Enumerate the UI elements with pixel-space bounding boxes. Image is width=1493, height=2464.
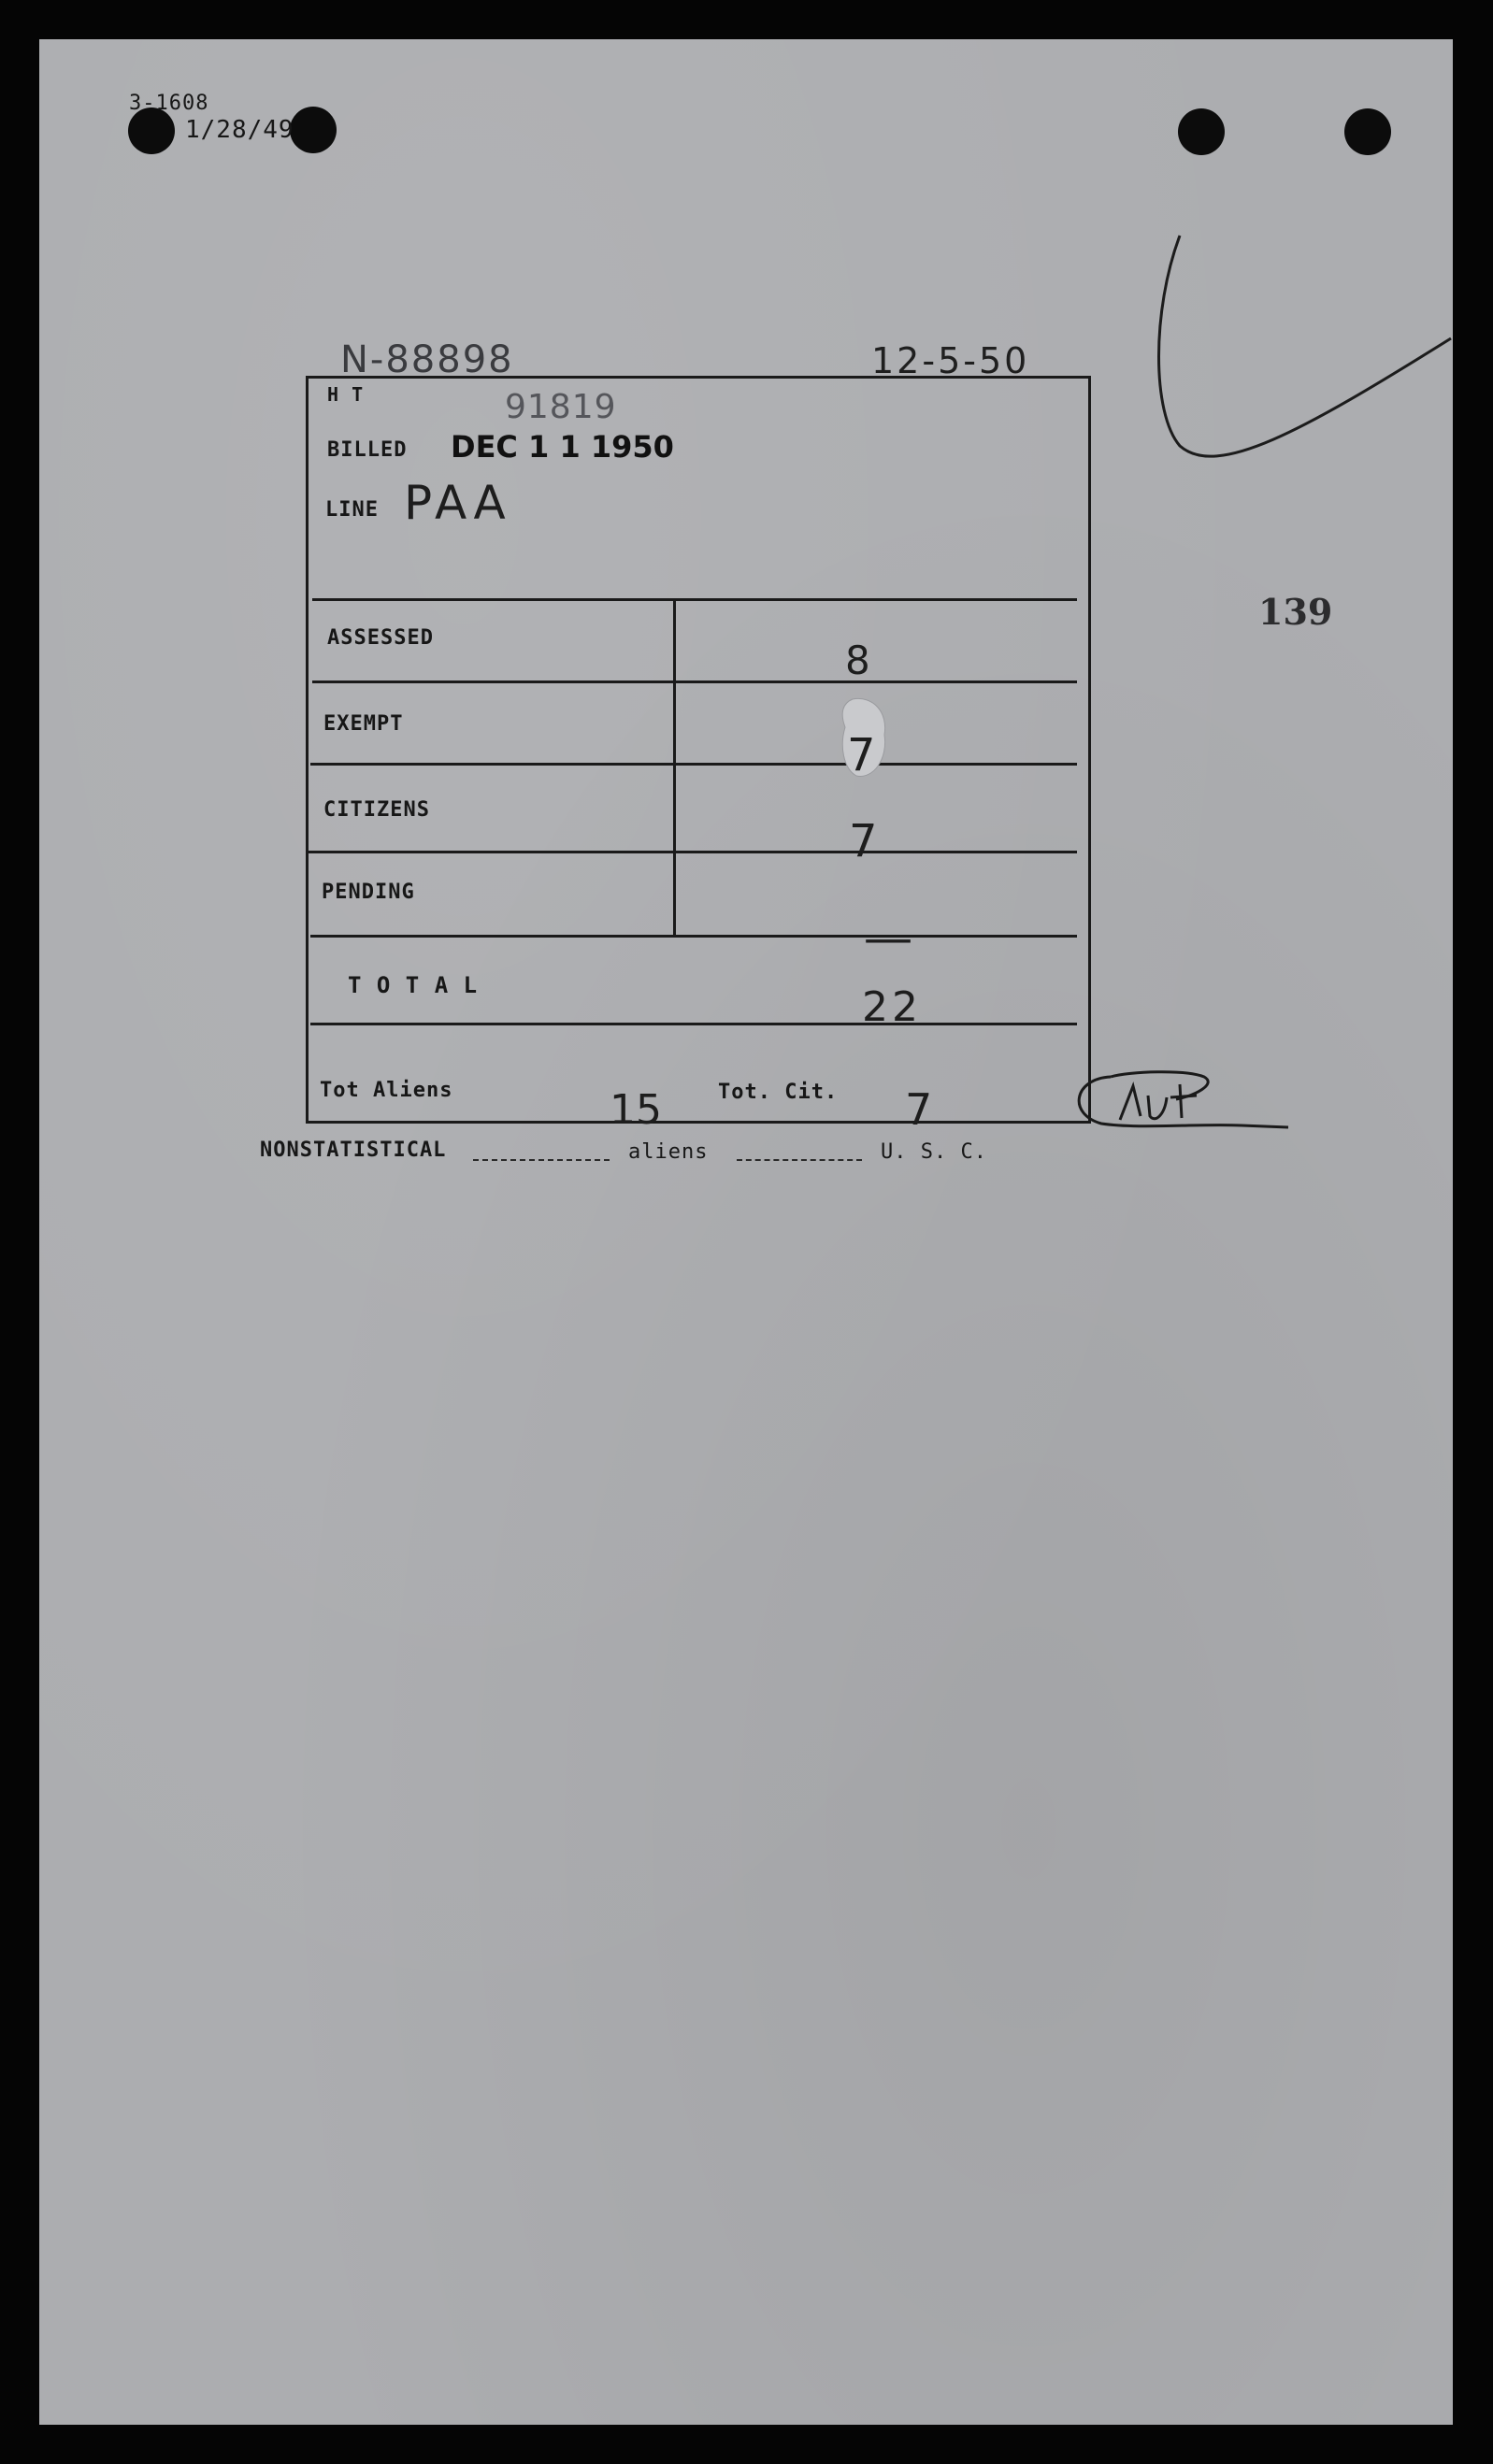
table-rule [310,1023,1077,1025]
table-rule [309,851,1077,853]
citizens-value: 7 [849,815,878,867]
file-number: N-88898 [340,338,514,381]
punch-hole [1178,108,1225,155]
exempt-value: 7 [847,729,876,781]
nonstatistical-blank [473,1159,610,1161]
aliens-blank [737,1159,862,1161]
assessed-value: 8 [845,637,870,683]
pencil-check-mark [1114,198,1453,488]
table-rule [310,763,1077,766]
header-date: 12-5-50 [871,340,1030,381]
document-page [39,39,1453,2425]
billed-stamp: DEC 1 1 1950 [451,429,674,465]
exempt-label: EXEMPT [323,712,404,736]
table-divider [673,600,676,937]
table-rule [312,598,1077,601]
line-label: LINE [325,498,379,522]
aliens-label: aliens [628,1140,709,1164]
pending-label: PENDING [322,881,415,904]
report-box [306,376,1091,1124]
tot-cit-label: Tot. Cit. [718,1081,839,1104]
ht-number: 91819 [505,388,617,426]
citizens-label: CITIZENS [323,798,430,822]
tot-aliens-label: Tot Aliens [320,1079,453,1102]
form-code: 3-1608 [129,92,209,115]
punch-hole [1344,108,1391,155]
page-number: 139 [1258,591,1333,633]
billed-label: BILLED [327,438,408,462]
nonstatistical-label: NONSTATISTICAL [260,1139,447,1162]
total-value: 22 [862,983,922,1031]
usc-label: U. S. C. [881,1140,987,1164]
ht-label: H T [327,383,365,406]
form-date: 1/28/49 [185,116,294,144]
pending-value: — [863,912,913,965]
tot-cit-value: 7 [905,1084,933,1135]
line-value: PAA [404,476,511,530]
table-rule [310,935,1077,938]
assessed-label: ASSESSED [327,626,434,650]
punch-hole [290,107,337,153]
table-rule [312,680,1077,683]
initials-signature [1055,1058,1298,1142]
total-label: T O T A L [348,972,479,998]
tot-aliens-value: 15 [610,1086,662,1134]
